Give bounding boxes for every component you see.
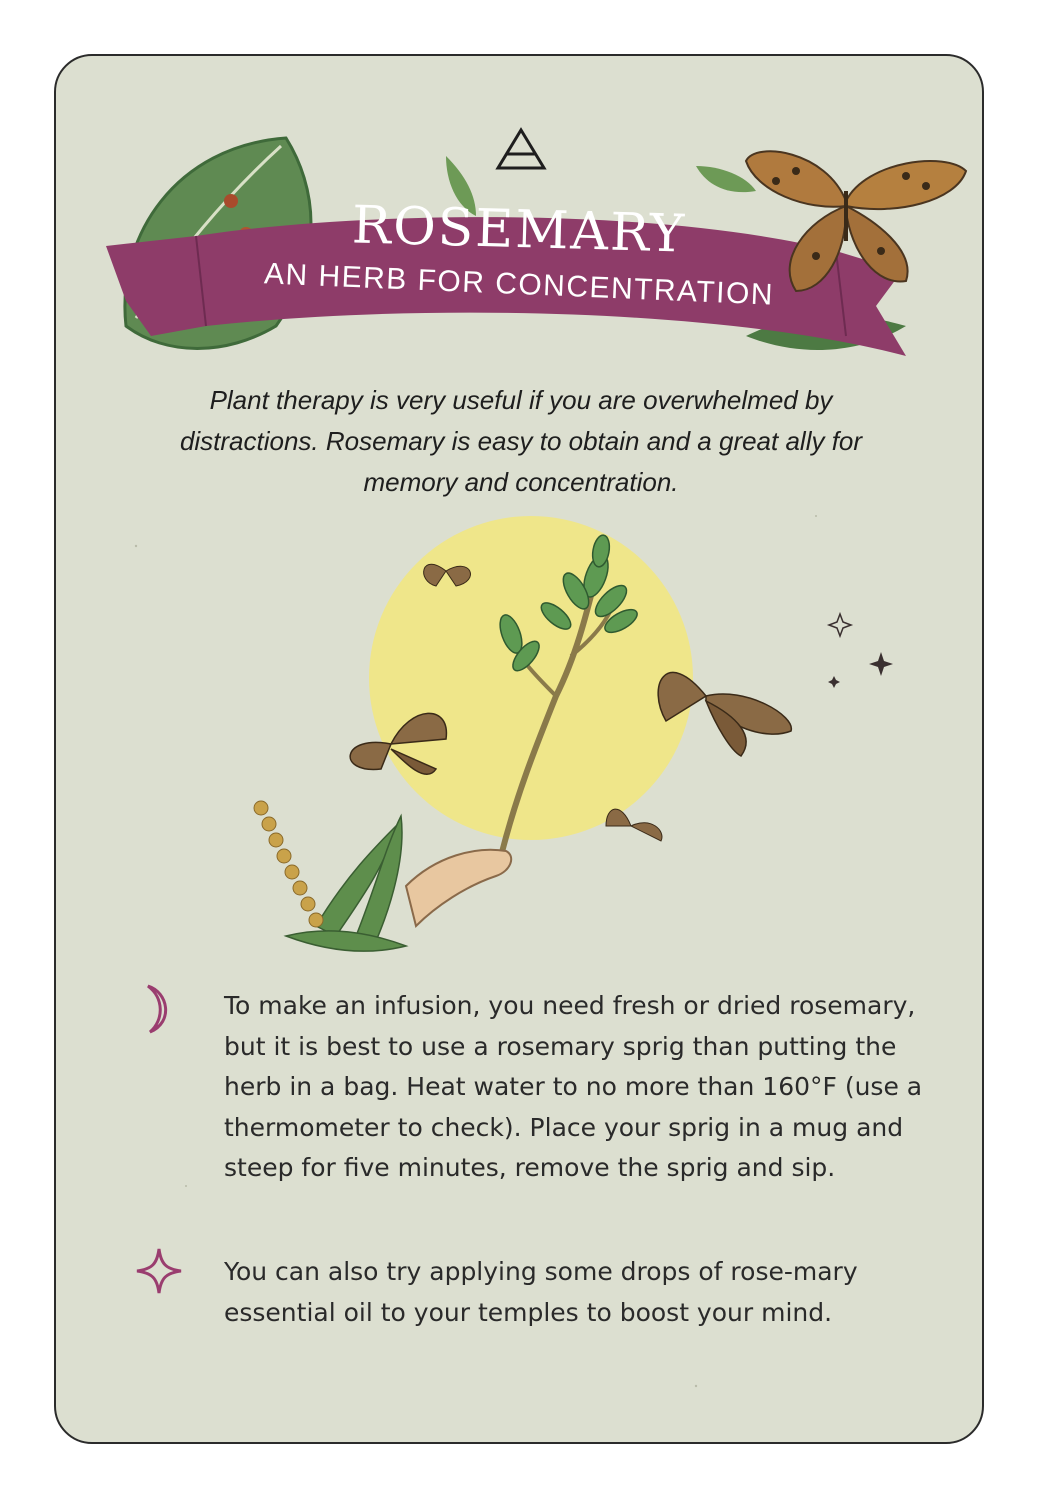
crescent-moon-icon — [138, 982, 178, 1036]
sun-circle — [369, 516, 693, 840]
four-point-star-icon — [134, 1246, 184, 1296]
essential-oil-paragraph: You can also try applying some drops of rose-mary essential oil to your temples to boost your mind. — [224, 1257, 858, 1327]
sparkle-icon — [828, 676, 840, 688]
infusion-paragraph: To make an infusion, you need fresh or dried rosemary, but it is best to use a rosemary sprig than putting the herb in a bag. Heat water to no more than 160°F (use a thermometer to check). Place your sprig in a mug and steep for five minutes, remove the sprig and sip. — [224, 991, 923, 1182]
sparkle-icon — [869, 652, 893, 676]
rosemary-illustration — [56, 56, 984, 976]
intro-text: Plant therapy is very useful if you are overwhelmed by distractions. Rosemary is easy to obtain and a great ally for memory and concentration. — [179, 385, 863, 497]
moth-icon — [606, 809, 662, 841]
catkin-icon — [254, 801, 323, 927]
card-subtitle: AN HERB FOR CONCENTRATION — [263, 257, 775, 312]
card-title: ROSEMARY — [351, 195, 687, 265]
sparkle-icon — [829, 614, 851, 636]
herb-card — [54, 54, 984, 1444]
hand-icon — [406, 850, 511, 926]
